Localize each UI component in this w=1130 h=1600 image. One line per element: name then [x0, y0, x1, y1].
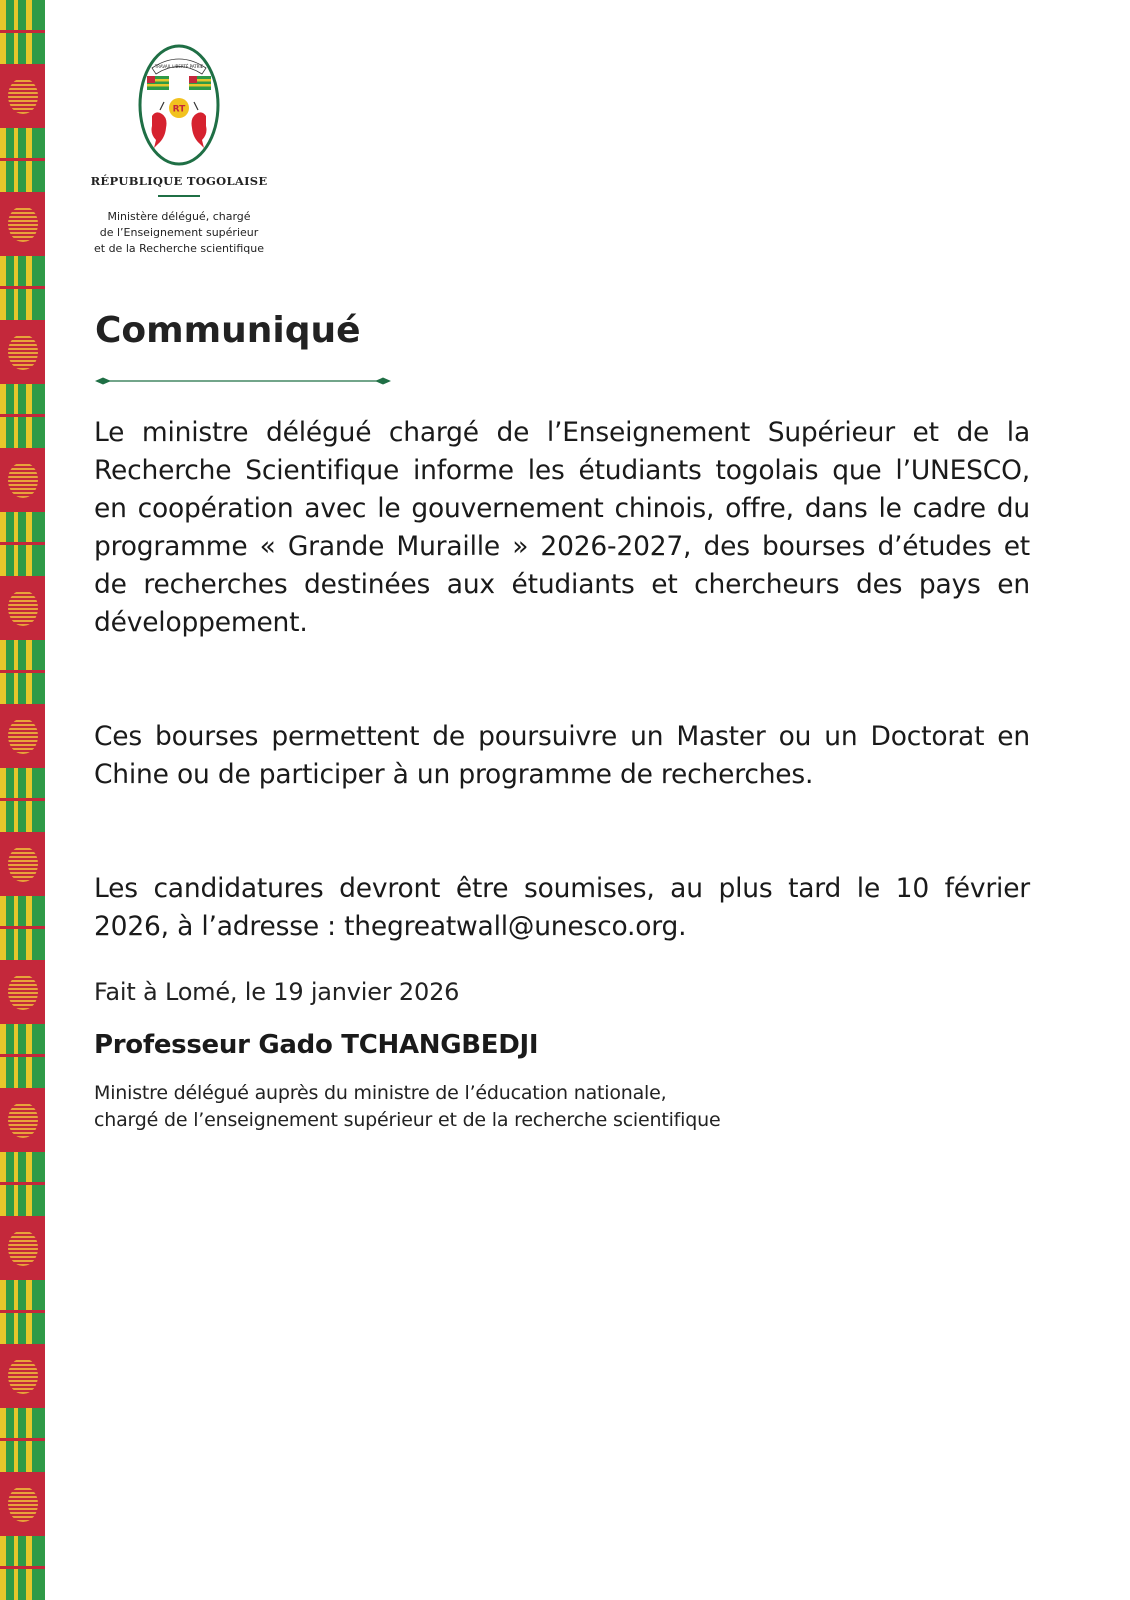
kente-sun-band	[0, 192, 45, 256]
kente-stripe-band	[0, 512, 45, 576]
kente-stripe-band	[0, 768, 45, 832]
kente-sun-icon	[8, 846, 38, 882]
republic-name: RÉPUBLIQUE TOGOLAISE	[90, 174, 268, 188]
kente-sun-band	[0, 1344, 45, 1408]
ministry-name	[85, 209, 273, 257]
kente-sun-icon	[8, 718, 38, 754]
kente-sun-icon	[8, 78, 38, 114]
kente-stripe-band	[0, 1408, 45, 1472]
kente-stripe-band	[0, 1536, 45, 1600]
signer-title	[94, 1080, 894, 1134]
kente-sun-icon	[8, 1358, 38, 1394]
kente-sun-band	[0, 448, 45, 512]
kente-stripe-band	[0, 1024, 45, 1088]
body-paragraph-2: Ces bourses permettent de poursuivre un Master ou un Doctorat en Chine ou de participer à un programme de recherches.	[94, 721, 1030, 790]
kente-sun-band	[0, 576, 45, 640]
kente-stripe-band	[0, 640, 45, 704]
kente-stripe-band	[0, 896, 45, 960]
kente-border	[0, 0, 45, 1600]
kente-sun-icon	[8, 334, 38, 370]
kente-sun-band	[0, 320, 45, 384]
emblem-motto: TRAVAIL LIBERTÉ PATRIE	[154, 64, 204, 69]
emblem-initials: RT	[172, 104, 186, 115]
kente-stripe-band	[0, 256, 45, 320]
republic-underline	[158, 195, 200, 197]
ministry-line: et de la Recherche scientifique	[94, 242, 264, 255]
ministry-line: Ministère délégué, chargé	[107, 210, 251, 223]
kente-stripe-band	[0, 1152, 45, 1216]
signer-name: Professeur Gado TCHANGBEDJI	[94, 1030, 539, 1060]
signer-title-line: chargé de l’enseignement supérieur et de la recherche scientifique	[94, 1109, 721, 1131]
kente-stripe-band	[0, 1280, 45, 1344]
kente-sun-icon	[8, 462, 38, 498]
kente-sun-band	[0, 64, 45, 128]
body-paragraph-3: Les candidatures devront être soumises, au plus tard le 10 février 2026, à l’adresse : thegreatwall@unesco.org.	[94, 873, 1030, 942]
signer-title-line: Ministre délégué auprès du ministre de l’éducation nationale,	[94, 1082, 667, 1104]
kente-sun-icon	[8, 974, 38, 1010]
kente-sun-icon	[8, 1102, 38, 1138]
kente-stripe-band	[0, 0, 45, 64]
kente-stripe-band	[0, 384, 45, 448]
place-and-date: Fait à Lomé, le 19 janvier 2026	[94, 978, 460, 1006]
kente-sun-band	[0, 1216, 45, 1280]
kente-sun-band	[0, 1088, 45, 1152]
kente-sun-icon	[8, 206, 38, 242]
kente-stripe-band	[0, 128, 45, 192]
page-title: Communiqué	[95, 310, 361, 351]
kente-sun-band	[0, 960, 45, 1024]
kente-sun-icon	[8, 1486, 38, 1522]
kente-sun-band	[0, 1472, 45, 1536]
ministry-line: de l’Enseignement supérieur	[99, 226, 259, 239]
title-divider	[95, 374, 391, 388]
body-paragraph-1: Le ministre délégué chargé de l’Enseignement Supérieur et de la Recherche Scientifique informe les étudiants togolais que l’UNESCO, en coopération avec le gouvernement chinois, offre, dans le cadre du programme « Grande Muraille » 2026-2027, des bourses d’études et de recherches destinées aux étudiants et chercheurs des pays en développement.	[94, 417, 1030, 638]
togo-coat-of-arms-icon	[138, 44, 220, 166]
kente-sun-band	[0, 832, 45, 896]
kente-sun-icon	[8, 1230, 38, 1266]
kente-sun-band	[0, 704, 45, 768]
kente-sun-icon	[8, 590, 38, 626]
